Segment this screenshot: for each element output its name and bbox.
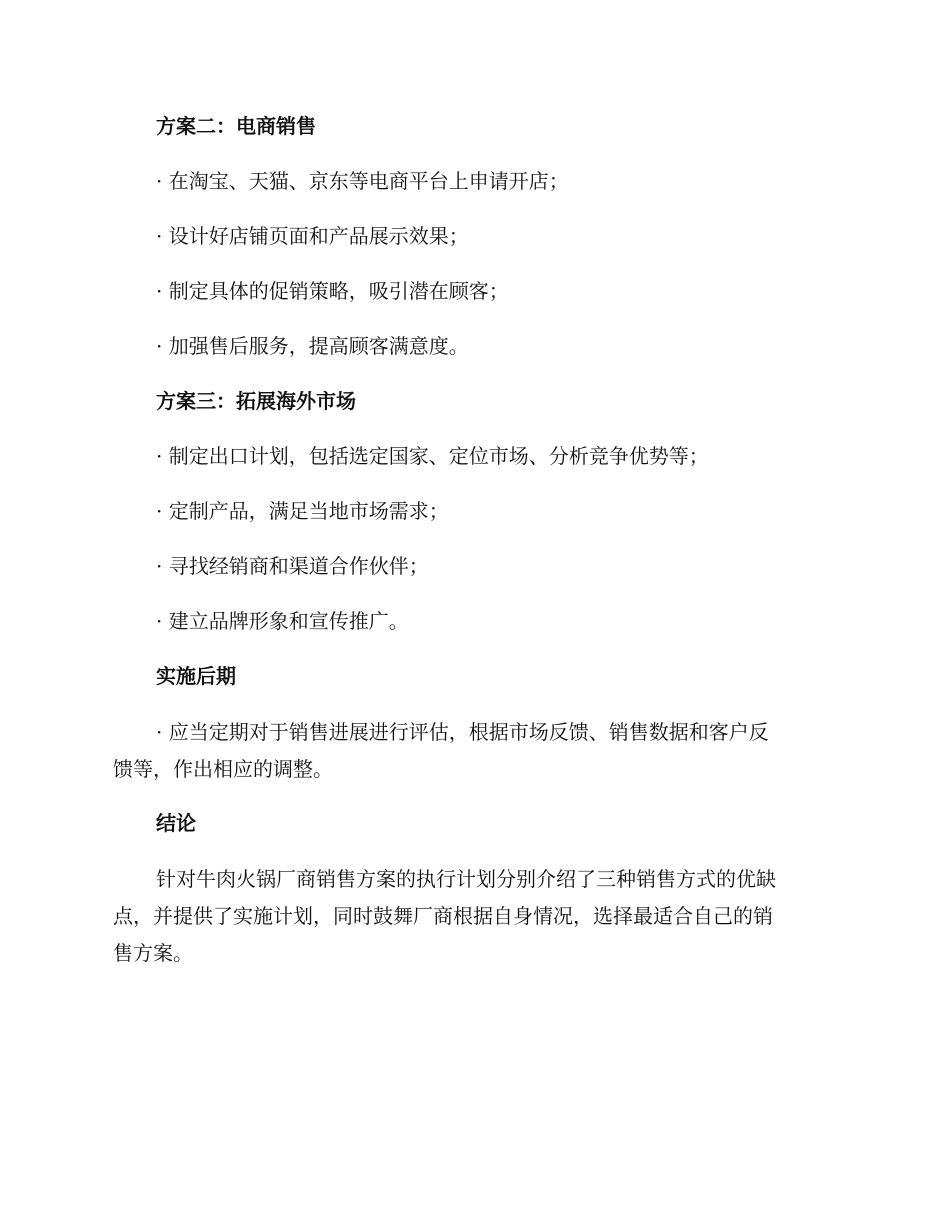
heading-conclusion: 结论: [156, 811, 196, 835]
heading-ecommerce-sales: 方案二：电商销售: [156, 114, 316, 138]
list-item: · 制定具体的促销策略，吸引潜在顾客；: [156, 279, 509, 303]
list-item: · 制定出口计划，包括选定国家、定位市场、分析竞争优势等；: [156, 444, 709, 468]
document-content: [113, 109, 835, 990]
paragraph-line: 馈等，作出相应的调整。: [113, 757, 333, 781]
list-item: · 加强售后服务，提高顾客满意度。: [156, 334, 469, 358]
heading-overseas-market: 方案三：拓展海外市场: [156, 389, 356, 413]
list-item: · 在淘宝、天猫、京东等电商平台上申请开店；: [156, 169, 569, 193]
list-item: · 寻找经销商和渠道合作伙伴；: [156, 554, 429, 578]
heading-implementation-later: 实施后期: [156, 664, 236, 688]
paragraph-line: 点，并提供了实施计划，同时鼓舞厂商根据自身情况，选择最适合自己的销: [113, 904, 773, 928]
paragraph-line: · 应当定期对于销售进展进行评估，根据市场反馈、销售数据和客户反: [156, 720, 769, 744]
list-item: · 建立品牌形象和宣传推广。: [156, 609, 409, 633]
paragraph-conclusion: [113, 861, 835, 972]
paragraph-line: 针对牛肉火锅厂商销售方案的执行计划分别介绍了三种销售方式的优缺: [156, 867, 776, 891]
list-item: · 设计好店铺页面和产品展示效果；: [156, 224, 469, 248]
paragraph-line: 售方案。: [113, 941, 193, 965]
paragraph-evaluation: [113, 714, 835, 788]
list-item: · 定制产品，满足当地市场需求；: [156, 499, 449, 523]
